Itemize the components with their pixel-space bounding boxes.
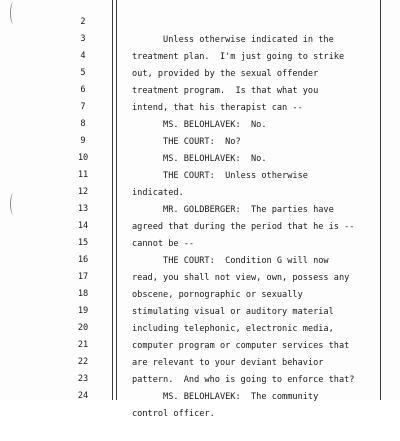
line-number: 5 (80, 68, 86, 78)
line-number: 8 (80, 119, 86, 129)
line-number: 6 (80, 85, 86, 95)
line-number: 24 (77, 391, 89, 401)
line-number: 20 (77, 323, 89, 333)
line-text: THE COURT: No? (132, 137, 241, 147)
line-text: MR. GOLDBERGER: The parties have (132, 205, 334, 215)
line-text: pattern. And who is going to enforce that? (132, 375, 355, 385)
line-number: 2 (80, 17, 86, 27)
line-number: 9 (80, 136, 86, 146)
line-text: THE COURT: Condition G will now (132, 256, 329, 266)
line-number: 15 (77, 238, 89, 248)
line-text: computer program or computer services that (132, 341, 350, 351)
line-text: MS. BELOHLAVEK: No. (132, 154, 267, 164)
line-number: 13 (77, 204, 89, 214)
line-text: agreed that during the period that he is -- (132, 222, 355, 232)
line-text: indicated. (132, 188, 184, 198)
line-number: 12 (77, 187, 89, 197)
line-text: out, provided by the sexual offender (132, 69, 319, 79)
line-number: 19 (77, 306, 89, 316)
line-number: 14 (77, 221, 89, 231)
line-text: obscene, pornographic or sexually (132, 290, 303, 300)
line-text: THE COURT: Unless otherwise (132, 171, 308, 181)
line-text: MS. BELOHLAVEK: No. (132, 120, 267, 130)
line-number: 3 (80, 34, 86, 44)
line-number: 22 (77, 357, 89, 367)
line-text: control officer. (132, 409, 215, 419)
line-number: 21 (77, 340, 89, 350)
line-text: cannot be -- (132, 239, 195, 249)
line-text: are relevant to your deviant behavior (132, 358, 324, 368)
margin-rule (380, 0, 381, 400)
line-text: treatment plan. I'm just going to strike (132, 52, 345, 62)
line-text: Unless otherwise indicated in the (132, 35, 334, 45)
line-number: 17 (77, 272, 89, 282)
line-text: intend, that his therapist can -- (132, 103, 303, 113)
line-text: MS. BELOHLAVEK: The community (132, 392, 319, 402)
line-text: stimulating visual or auditory material (132, 307, 334, 317)
line-number: 4 (80, 51, 86, 61)
line-text: including telephonic, electronic media, (132, 324, 334, 334)
line-number: 10 (77, 153, 89, 163)
line-number: 16 (77, 255, 89, 265)
line-number: 23 (77, 374, 89, 384)
line-text: read, you shall not view, own, possess any (132, 273, 350, 283)
line-number: 11 (77, 170, 89, 180)
line-text: treatment program. Is that what you (132, 86, 319, 96)
line-number: 7 (80, 102, 86, 112)
line-number: 18 (77, 289, 89, 299)
